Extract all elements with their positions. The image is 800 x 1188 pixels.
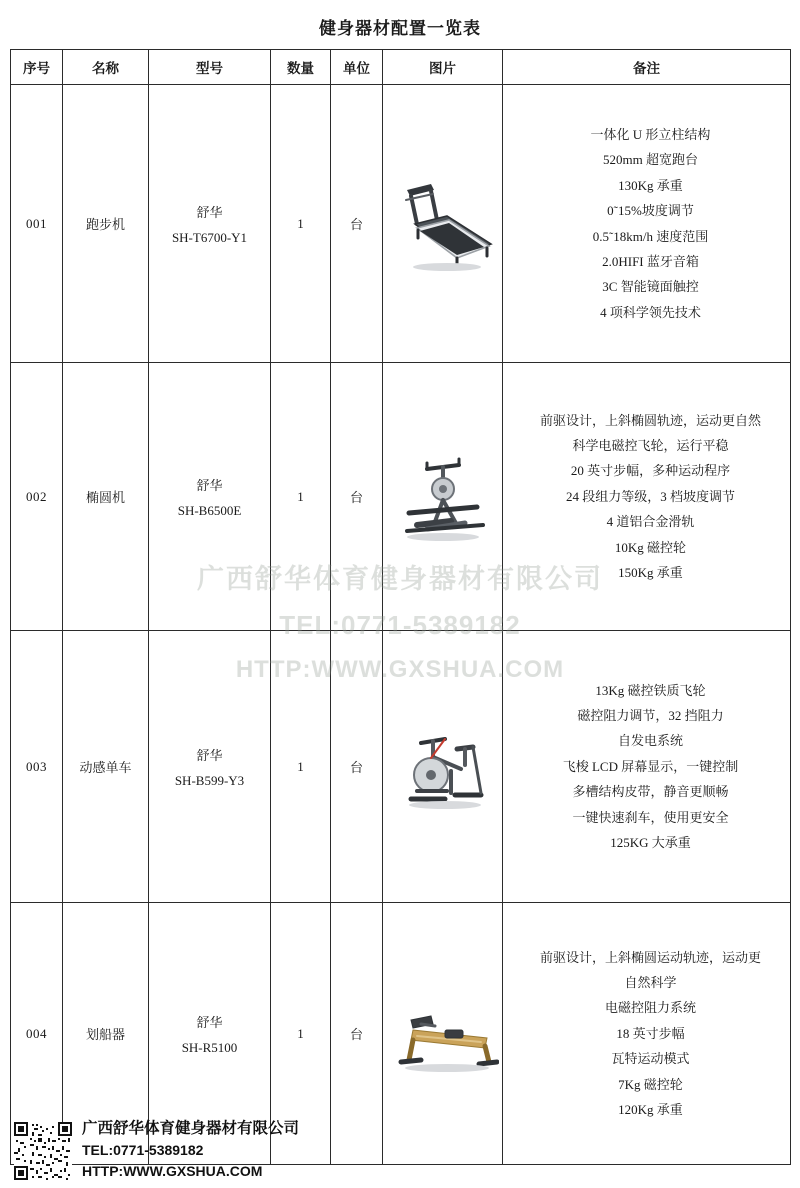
remark-line: 150Kg 承重 <box>618 564 683 580</box>
cell-no: 004 <box>11 903 63 1165</box>
remark-line: 2.0HIFI 蓝牙音箱 <box>602 253 699 269</box>
remark-line: 科学电磁控飞轮，运行平稳 <box>572 438 729 454</box>
cell-name: 椭圆机 <box>63 363 149 631</box>
treadmill-image <box>387 170 499 278</box>
cell-remark <box>503 85 791 363</box>
cell-no: 002 <box>11 363 63 631</box>
table-body <box>11 85 791 1165</box>
page-title: 健身器材配置一览表 <box>319 19 481 38</box>
model-brand: 舒华 <box>196 1014 223 1030</box>
table-header-row <box>11 50 791 85</box>
remark-line: 一键快速刹车，使用更安全 <box>572 809 729 825</box>
model-brand: 舒华 <box>196 204 223 220</box>
cell-model <box>149 85 271 363</box>
remark-line: 24 段组力等级，3 档坡度调节 <box>565 488 735 504</box>
watermark-url: HTTP:WWW.GXSHUA.COM <box>235 655 565 683</box>
cell-remark <box>503 631 791 903</box>
rowing-machine-image <box>387 980 499 1088</box>
remark-line: 电磁控阻力系统 <box>604 1000 696 1016</box>
remark-line: 前驱设计，上斜椭圆运动轨迹，运动更 <box>539 949 761 965</box>
column-header-no: 序号 <box>11 50 63 85</box>
remark-line: 4 项科学领先技术 <box>600 304 701 320</box>
spin-bike-image <box>387 713 499 821</box>
model-brand: 舒华 <box>196 747 223 763</box>
watermark-tel: TEL:0771-5389182 <box>279 610 521 641</box>
cell-unit: 台 <box>331 85 383 363</box>
remark-line: 0.5˜18km/h 速度范围 <box>592 228 709 244</box>
elliptical-image <box>387 443 499 551</box>
model-code: SH-R5100 <box>181 1039 238 1055</box>
cell-image <box>383 363 503 631</box>
column-header-name: 名称 <box>63 50 149 85</box>
remark-line: 0˜15%坡度调节 <box>607 203 694 219</box>
cell-unit: 台 <box>331 903 383 1165</box>
column-header-qty: 数量 <box>271 50 331 85</box>
remark-line: 10Kg 磁控轮 <box>614 539 687 555</box>
cell-remark <box>503 363 791 631</box>
cell-name: 划船器 <box>63 903 149 1165</box>
remark-line: 自发电系统 <box>617 733 683 749</box>
remark-line: 13Kg 磁控铁质飞轮 <box>595 682 706 698</box>
model-code: SH-T6700-Y1 <box>171 229 248 245</box>
footer-company: 广西舒华体育健身器材有限公司 <box>82 1119 300 1137</box>
column-header-model: 型号 <box>149 50 271 85</box>
cell-no: 001 <box>11 85 63 363</box>
remark-line: 520mm 超宽跑台 <box>603 152 698 168</box>
remark-line: 125KG 大承重 <box>610 834 691 850</box>
footer-url: HTTP:WWW.GXSHUA.COM <box>82 1163 263 1179</box>
table-row <box>11 85 791 363</box>
cell-image <box>383 631 503 903</box>
cell-image <box>383 903 503 1165</box>
cell-name: 跑步机 <box>63 85 149 363</box>
cell-remark <box>503 903 791 1165</box>
remark-line: 瓦特运动模式 <box>611 1051 690 1067</box>
cell-qty: 1 <box>271 903 331 1165</box>
remark-line: 3C 智能镜面触控 <box>602 279 699 295</box>
remark-line: 7Kg 磁控轮 <box>618 1076 683 1092</box>
cell-unit: 台 <box>331 363 383 631</box>
remark-line: 20 英寸步幅，多种运动程序 <box>570 463 731 479</box>
model-brand: 舒华 <box>196 477 223 493</box>
model-code: SH-B599-Y3 <box>174 772 245 788</box>
cell-no: 003 <box>11 631 63 903</box>
footer <box>14 1117 299 1182</box>
remark-line: 一体化 U 形立柱结构 <box>590 127 711 143</box>
column-header-remark: 备注 <box>503 50 791 85</box>
cell-qty: 1 <box>271 631 331 903</box>
cell-qty: 1 <box>271 363 331 631</box>
model-code: SH-B6500E <box>177 502 242 518</box>
column-header-unit: 单位 <box>331 50 383 85</box>
remark-line: 自然科学 <box>624 975 677 991</box>
qr-code-icon <box>14 1122 72 1180</box>
remark-line: 前驱设计，上斜椭圆轨迹，运动更自然 <box>539 412 761 428</box>
table-row <box>11 631 791 903</box>
table-header <box>11 50 791 85</box>
cell-qty: 1 <box>271 85 331 363</box>
footer-text <box>82 1117 299 1182</box>
column-header-image: 图片 <box>383 50 503 85</box>
remark-line: 磁控阻力调节，32 挡阻力 <box>577 708 724 724</box>
cell-name: 动感单车 <box>63 631 149 903</box>
remark-line: 120Kg 承重 <box>618 1101 683 1117</box>
footer-tel: TEL:0771-5389182 <box>82 1142 204 1158</box>
table-row <box>11 363 791 631</box>
remark-line: 4 道铝合金滑轨 <box>606 514 695 530</box>
remark-line: 飞梭 LCD 屏幕显示，一键控制 <box>562 758 739 774</box>
cell-model <box>149 631 271 903</box>
cell-unit: 台 <box>331 631 383 903</box>
cell-image <box>383 85 503 363</box>
remark-line: 130Kg 承重 <box>618 177 683 193</box>
watermark-company: 广西舒华体育健身器材有限公司 <box>197 564 603 594</box>
remark-line: 多槽结构皮带，静音更顺畅 <box>572 784 729 800</box>
equipment-table <box>10 49 791 1165</box>
cell-model <box>149 363 271 631</box>
remark-line: 18 英寸步幅 <box>616 1025 685 1041</box>
